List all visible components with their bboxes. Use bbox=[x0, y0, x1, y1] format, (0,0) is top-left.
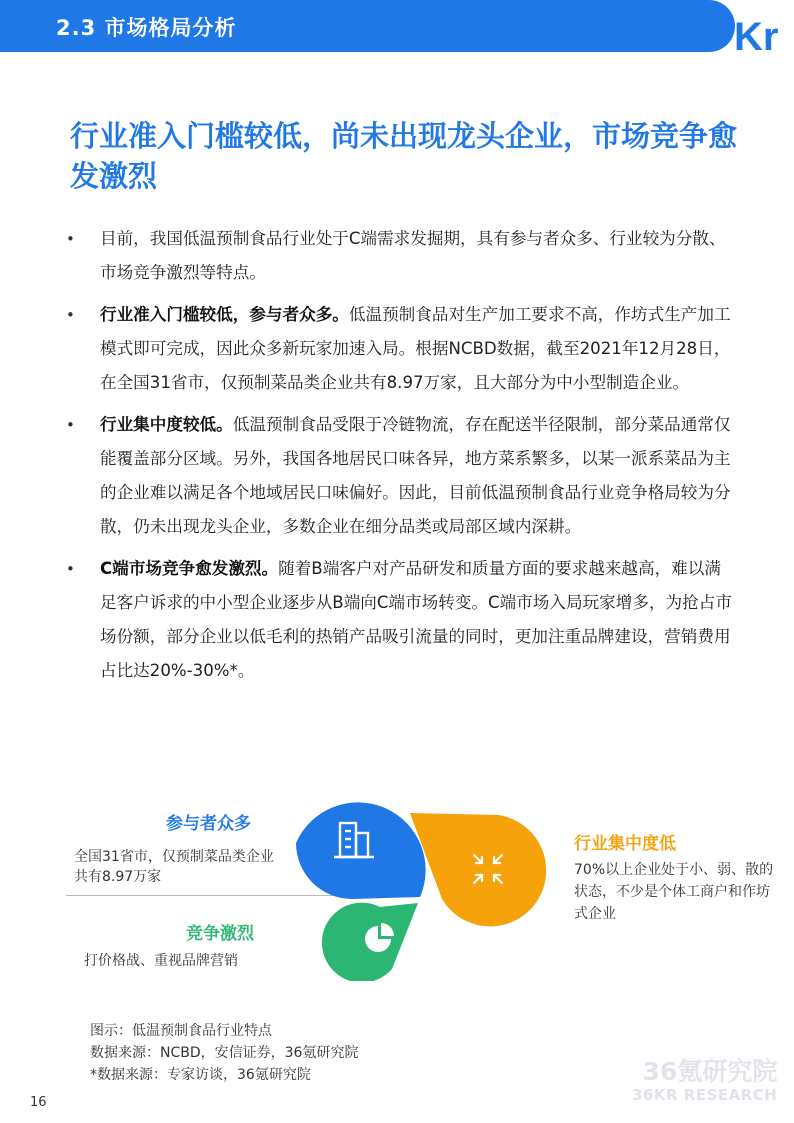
header-bar bbox=[0, 0, 735, 52]
bullet-bold: C端市场竞争愈发激烈。 bbox=[100, 559, 279, 578]
participants-label: 参与者众多 bbox=[166, 814, 251, 834]
bullet-text: 行业准入门槛较低，参与者众多。低温预制食品对生产加工要求不高，作坊式生产加工模式即可完成，因此众多新玩家加速入局。根据NCBD数据，截至2021年12月28日，在全国31省市，仅预制菜品类企业共有8.97万家，且大部分为中小型制造企业。 bbox=[100, 305, 731, 392]
bullet-bold: 行业集中度较低。 bbox=[100, 415, 233, 434]
svg-text:36: 36 bbox=[696, 5, 723, 32]
features-diagram bbox=[0, 775, 794, 995]
bullet-text: 行业集中度较低。低温预制食品受限于冷链物流，存在配送半径限制，部分菜品通常仅能覆盖部分区域。另外，我国各地居民口味各异，地方菜系繁多，以某一派系菜品为主的企业难以满足各个地域居民口味偏好。因此，目前低温预制食品行业竞争格局较为分散，仍未出现龙头企业，多数企业在细分品类或局部区域内深耕。 bbox=[100, 415, 731, 536]
watermark-en: 36KR RESEARCH bbox=[632, 1086, 778, 1104]
participants-text: 全国31省市，仅预制菜品类企业共有8.97万家 bbox=[74, 849, 274, 885]
bullet-bold: 行业准入门槛较低，参与者众多。 bbox=[100, 305, 349, 324]
bullet-item bbox=[66, 408, 736, 544]
bullet-list bbox=[66, 222, 736, 696]
concentration-label: 行业集中度低 bbox=[574, 834, 676, 854]
svg-text:Kr: Kr bbox=[734, 15, 779, 52]
bullet-dot: • bbox=[66, 306, 75, 324]
bullet-dot: • bbox=[66, 230, 75, 248]
figure-caption bbox=[90, 1020, 358, 1086]
bullet-item bbox=[66, 298, 736, 400]
bullet-item bbox=[66, 222, 736, 290]
page-number: 16 bbox=[30, 1095, 47, 1110]
bullet-text: 目前，我国低温预制食品行业处于C端需求发掘期，具有参与者众多、行业较为分散、市场竞争激烈等特点。 bbox=[100, 229, 726, 282]
diagram-shapes bbox=[290, 781, 580, 981]
watermark-cn: 36氪研究院 bbox=[642, 1057, 778, 1086]
caption-figure: 图示：低温预制食品行业特点 bbox=[90, 1023, 272, 1039]
watermark bbox=[632, 1058, 777, 1104]
concentration-text: 70%以上企业处于小、弱、散的状态，不少是个体工商户和作坊式企业 bbox=[574, 862, 774, 922]
section-title: 2.3 市场格局分析 bbox=[56, 16, 237, 40]
caption-source: 数据来源：NCBD，安信证券，36氪研究院 bbox=[90, 1045, 359, 1061]
bullet-dot: • bbox=[66, 416, 75, 434]
concentration-shape bbox=[410, 813, 546, 926]
headline: 行业准入门槛较低，尚未出现龙头企业，市场竞争愈发激烈 bbox=[70, 119, 738, 193]
participants-shape bbox=[296, 802, 426, 899]
bullet-dot: • bbox=[66, 560, 75, 578]
competition-text: 打价格战、重视品牌营销 bbox=[84, 953, 238, 969]
bullet-item bbox=[66, 552, 736, 688]
competition-label: 竞争激烈 bbox=[186, 924, 254, 944]
logo-36kr bbox=[694, 2, 794, 52]
bullet-text: C端市场竞争愈发激烈。随着B端客户对产品研发和质量方面的要求越来越高，难以满足客户诉求的中小型企业逐步从B端向C端市场转变。C端市场入局玩家增多，为抢占市场份额，部分企业以低毛利的热销产品吸引流量的同时，更加注重品牌建设，营销费用占比达20%-30%*。 bbox=[100, 559, 732, 680]
caption-note: *数据来源：专家访谈，36氪研究院 bbox=[90, 1067, 311, 1083]
